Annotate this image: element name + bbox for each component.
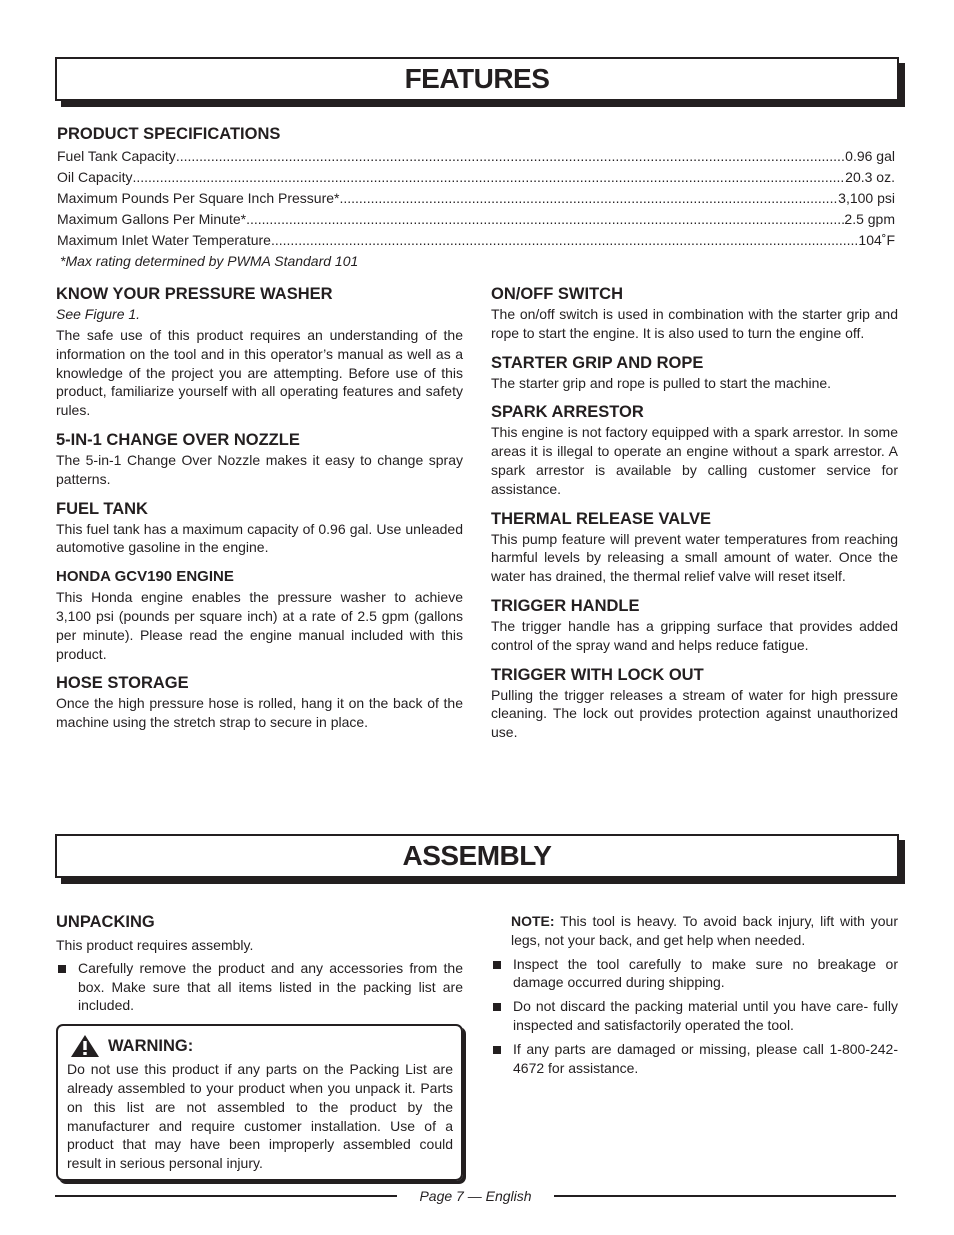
- spec-leader: [176, 146, 845, 167]
- bullet-item: [491, 1040, 898, 1078]
- page-footer: [55, 1188, 896, 1204]
- spark-heading: SPARK ARRESTOR: [491, 403, 644, 422]
- spec-leader: [246, 209, 844, 230]
- spec-value: 104˚F: [858, 232, 895, 248]
- warning-box: [56, 1024, 463, 1181]
- spec-label: Maximum Inlet Water Temperature: [57, 232, 271, 248]
- warning-header: [70, 1034, 453, 1058]
- features-left-column: [56, 283, 463, 732]
- warning-triangle-icon: [70, 1034, 100, 1058]
- bullet-text: Do not discard the packing material until you have care- fully inspected and satisfactorily operated the tool.: [513, 998, 898, 1033]
- engine-text: This Honda engine enables the pressure washer to achieve 3,100 psi (pounds per square inch) at a rate of 2.5 gpm (gallons per minute). Please read the engine manual included with this product.: [56, 589, 463, 662]
- bullet-item: [56, 959, 463, 1015]
- spec-label: Oil Capacity: [57, 169, 133, 185]
- spec-row: [57, 230, 895, 251]
- nozzle-heading: 5-IN-1 CHANGE OVER NOZZLE: [56, 430, 300, 449]
- thermal-heading: THERMAL RELEASE VALVE: [491, 509, 712, 528]
- unpacking-intro: This product requires assembly.: [56, 937, 254, 953]
- fuel-text: This fuel tank has a maximum capacity of 0.96 gal. Use unleaded automotive gasoline in the engine.: [56, 520, 463, 556]
- spec-leader: [339, 188, 838, 209]
- spark-text: This engine is not factory equipped with a spark arrestor. In some areas it is illegal to operate an engine without a spark arrestor. A spark arrestor is available by calling customer service for assistance.: [491, 424, 898, 497]
- trigger-heading: TRIGGER HANDLE: [491, 596, 640, 615]
- bullet-item: [491, 955, 898, 993]
- bullet-text: If any parts are damaged or missing, please call 1-800-242-4672 for assistance.: [513, 1040, 898, 1076]
- know-heading: KNOW YOUR PRESSURE WASHER: [56, 285, 333, 303]
- spec-value: 0.96 gal: [845, 148, 895, 164]
- spec-row: [57, 209, 895, 230]
- spec-row: [57, 146, 895, 167]
- engine-heading: HONDA GCV190 ENGINE: [56, 568, 234, 586]
- spec-leader: [271, 230, 858, 251]
- spec-row: [57, 167, 895, 188]
- note-label: NOTE:: [511, 913, 555, 929]
- spec-value: 20.3 oz.: [845, 169, 895, 185]
- lockout-heading: TRIGGER WITH LOCK OUT: [491, 665, 704, 684]
- bullet-square: [493, 1003, 501, 1011]
- specs-heading: PRODUCT SPECIFICATIONS: [57, 125, 281, 143]
- bullet-text: Inspect the tool carefully to make sure no breakage or damage occurred during shipping.: [513, 955, 898, 991]
- warning-text: Do not use this product if any parts on the Packing List are already assembled to your product when you unpack it. Parts on this list are not assembled to the product by the manufacturer and require customer installation. Use of a product that may have been improperly assembled could result in serious personal injury.: [67, 1061, 453, 1172]
- assembly-banner: [55, 834, 899, 878]
- onoff-text: The on/off switch is used in combination with the starter grip and rope to start the engine. It is also used to turn the engine off.: [491, 306, 898, 341]
- bullet-square: [58, 965, 66, 973]
- product-specifications: [57, 125, 895, 271]
- note-text: This tool is heavy. To avoid back injury, lift with your legs, not your back, and get help when needed.: [511, 913, 898, 948]
- note-paragraph: [491, 912, 898, 950]
- assembly-left-column: [56, 911, 463, 1181]
- thermal-text: This pump feature will prevent water temperatures from reaching harmful levels by releasing a small amount of water. Once the water has drained, the thermal relief valve will reset itself.: [491, 530, 898, 585]
- footer-rule-left: [55, 1195, 397, 1197]
- spec-row: [57, 188, 895, 209]
- features-banner: [55, 57, 899, 101]
- onoff-heading: ON/OFF SWITCH: [491, 285, 623, 303]
- fuel-heading: FUEL TANK: [56, 499, 148, 518]
- lockout-text: Pulling the trigger releases a stream of water for high pressure cleaning. The lock out provides protection against unauthorized use.: [491, 686, 898, 741]
- starter-heading: STARTER GRIP AND ROPE: [491, 353, 704, 372]
- spec-leader: [132, 167, 845, 188]
- spec-label: Maximum Gallons Per Minute*: [57, 211, 247, 227]
- nozzle-text: The 5-in-1 Change Over Nozzle makes it easy to change spray patterns.: [56, 451, 463, 487]
- spec-value: 2.5 gpm: [844, 211, 895, 227]
- know-text: The safe use of this product requires an understanding of the information on the tool and in this operator’s manual as well as a knowledge of the project you are attempting. Before use of this product, familiarize yourself with all operating features and safety rules.: [56, 327, 463, 419]
- assembly-title: ASSEMBLY: [402, 840, 552, 871]
- bullet-square: [493, 961, 501, 969]
- assembly-right-column: [491, 912, 898, 1077]
- hose-text: Once the high pressure hose is rolled, hang it on the back of the machine using the stretch strap to secure in place.: [56, 695, 463, 731]
- spec-label: Maximum Pounds Per Square Inch Pressure*: [57, 190, 340, 206]
- warning-heading: WARNING:: [108, 1036, 194, 1055]
- starter-text: The starter grip and rope is pulled to start the machine.: [491, 374, 832, 391]
- spec-footnote: *Max rating determined by PWMA Standard 101: [60, 253, 359, 269]
- bullet-square: [493, 1046, 501, 1054]
- hose-heading: HOSE STORAGE: [56, 674, 189, 693]
- spec-label: Fuel Tank Capacity: [57, 148, 176, 164]
- footer-rule-right: [554, 1195, 896, 1197]
- trigger-text: The trigger handle has a gripping surface that provides added control of the spray wand and helps reduce fatigue.: [491, 617, 898, 653]
- bullet-text: Carefully remove the product and any accessories from the box. Make sure that all items listed in the packing list are included.: [78, 959, 463, 1014]
- spec-value: 3,100 psi: [838, 190, 895, 206]
- unpacking-heading: UNPACKING: [56, 913, 155, 931]
- features-title: FEATURES: [404, 63, 550, 94]
- bullet-item: [491, 997, 898, 1035]
- see-figure: See Figure 1.: [56, 306, 141, 322]
- features-right-column: [491, 283, 898, 742]
- footer-text: Page 7 — English: [419, 1188, 532, 1204]
